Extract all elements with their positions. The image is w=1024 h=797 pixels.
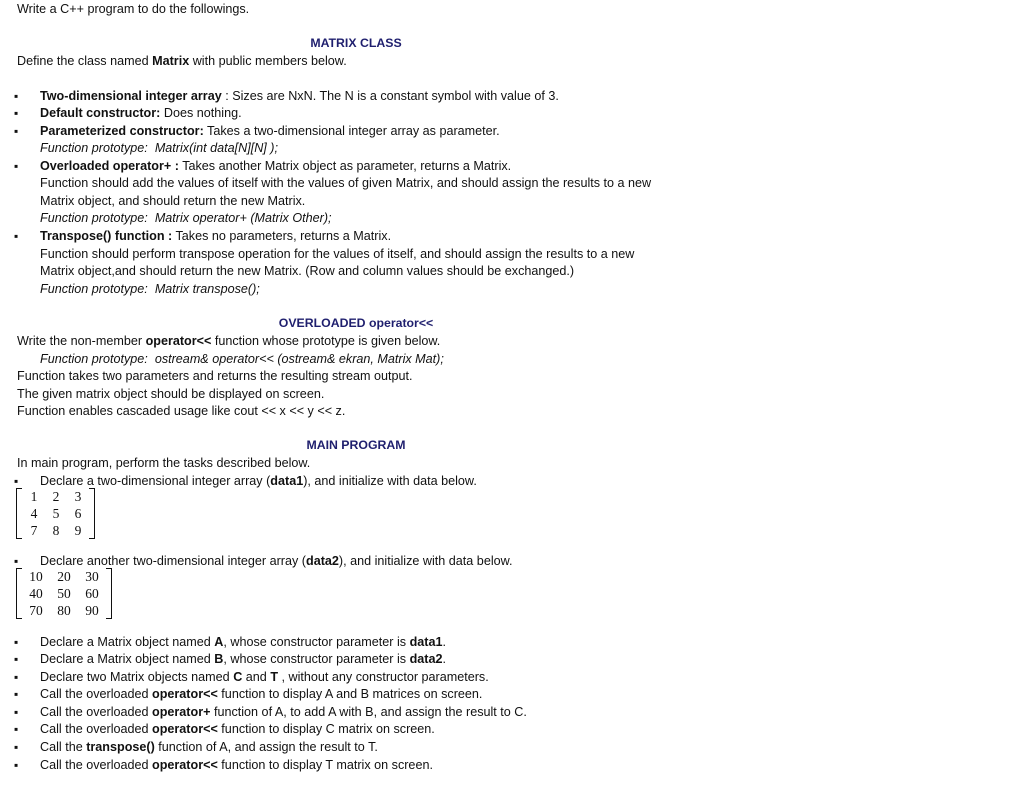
matrix-cell: 5 [52, 506, 60, 521]
param-constructor-member: Parameterized constructor: Takes a two-dimensional integer array as parameter. [40, 124, 500, 138]
data1-task: Declare a two-dimensional integer array (data1), and initialize with data below. [40, 474, 477, 488]
matrix-cell: 8 [52, 523, 60, 538]
bullet-icon: ▪ [14, 652, 19, 666]
matrix-cell: 20 [57, 569, 71, 584]
bullet-icon: ▪ [14, 106, 19, 120]
matrix-cell: 40 [29, 586, 43, 601]
operator-plus-desc-1: Function should add the values of itself with the values of given Matrix, and should assign the results to a new [40, 176, 652, 190]
bullet-icon: ▪ [14, 124, 19, 138]
matrix-cell: 3 [74, 489, 82, 504]
matrix-cell: 30 [85, 569, 99, 584]
matrix-cell: 90 [85, 603, 99, 618]
bullet-icon: ▪ [14, 670, 19, 684]
overloaded-desc-2: The given matrix object should be displayed on screen. [17, 387, 325, 401]
matrix-cell: 50 [57, 586, 71, 601]
bullet-icon: ▪ [14, 687, 19, 701]
overloaded-prototype: Function prototype: ostream& operator<< (ostream& ekran, Matrix Mat); [40, 352, 444, 366]
bullet-icon: ▪ [14, 758, 19, 772]
task-display-a-b: Call the overloaded operator<< function to display A and B matrices on screen. [40, 687, 483, 701]
matrix-cell: 4 [30, 506, 38, 521]
bullet-icon: ▪ [14, 474, 19, 488]
default-constructor-member: Default constructor: Does nothing. [40, 106, 242, 120]
bullet-icon: ▪ [14, 159, 19, 173]
overloaded-desc-3: Function enables cascaded usage like cout << x << y << z. [17, 404, 346, 418]
matrix-cell: 6 [74, 506, 82, 521]
bullet-icon: ▪ [14, 554, 19, 568]
transpose-desc-1: Function should perform transpose operation for the values of itself, and should assign the results to a new [40, 247, 635, 261]
overloaded-heading: OVERLOADED operator<< [278, 316, 434, 330]
data2-task: Declare another two-dimensional integer array (data2), and initialize with data below. [40, 554, 513, 568]
matrix-cell: 2 [52, 489, 60, 504]
task-declare-c-t: Declare two Matrix objects named C and T , without any constructor parameters. [40, 670, 489, 684]
bullet-icon: ▪ [14, 89, 19, 103]
bullet-icon: ▪ [14, 722, 19, 736]
matrix-cell: 1 [30, 489, 38, 504]
param-constructor-prototype: Function prototype: Matrix(int data[N][N] ); [40, 141, 278, 155]
task-declare-a: Declare a Matrix object named A, whose constructor parameter is data1. [40, 635, 446, 649]
matrix-cell: 7 [30, 523, 38, 538]
overloaded-desc-1: Function takes two parameters and returns the resulting stream output. [17, 369, 413, 383]
task-add: Call the overloaded operator+ function of A, to add A with B, and assign the result to C. [40, 705, 527, 719]
transpose-member: Transpose() function : Takes no parameters, returns a Matrix. [40, 229, 392, 243]
operator-plus-desc-2: Matrix object, and should return the new Matrix. [40, 194, 306, 208]
overloaded-intro: Write the non-member operator<< function whose prototype is given below. [17, 334, 441, 348]
matrix-cell: 80 [57, 603, 71, 618]
intro-text: Write a C++ program to do the followings. [17, 2, 250, 16]
matrix-class-heading: MATRIX CLASS [310, 36, 402, 50]
matrix-cell: 70 [29, 603, 43, 618]
bullet-icon: ▪ [14, 635, 19, 649]
matrix-cell: 60 [85, 586, 99, 601]
data2-matrix [16, 568, 112, 619]
task-transpose: Call the transpose() function of A, and assign the result to T. [40, 740, 378, 754]
task-declare-b: Declare a Matrix object named B, whose constructor parameter is data2. [40, 652, 446, 666]
bullet-icon: ▪ [14, 229, 19, 243]
operator-plus-member: Overloaded operator+ : Takes another Matrix object as parameter, returns a Matrix. [40, 159, 512, 173]
matrix-cell: 9 [74, 523, 82, 538]
task-display-t: Call the overloaded operator<< function to display T matrix on screen. [40, 758, 433, 772]
matrix-cell: 10 [29, 569, 43, 584]
bullet-icon: ▪ [14, 740, 19, 754]
main-program-intro: In main program, perform the tasks described below. [17, 456, 311, 470]
main-program-heading: MAIN PROGRAM [306, 438, 406, 452]
bullet-icon: ▪ [14, 705, 19, 719]
array-member: Two-dimensional integer array : Sizes are NxN. The N is a constant symbol with value of 3. [40, 89, 559, 103]
transpose-prototype: Function prototype: Matrix transpose(); [40, 282, 260, 296]
task-display-c: Call the overloaded operator<< function to display C matrix on screen. [40, 722, 435, 736]
operator-plus-prototype: Function prototype: Matrix operator+ (Matrix Other); [40, 211, 332, 225]
matrix-class-definition: Define the class named Matrix with public members below. [17, 54, 347, 68]
data1-matrix [16, 488, 95, 539]
transpose-desc-2: Matrix object,and should return the new Matrix. (Row and column values should be exchanged.) [40, 264, 575, 278]
